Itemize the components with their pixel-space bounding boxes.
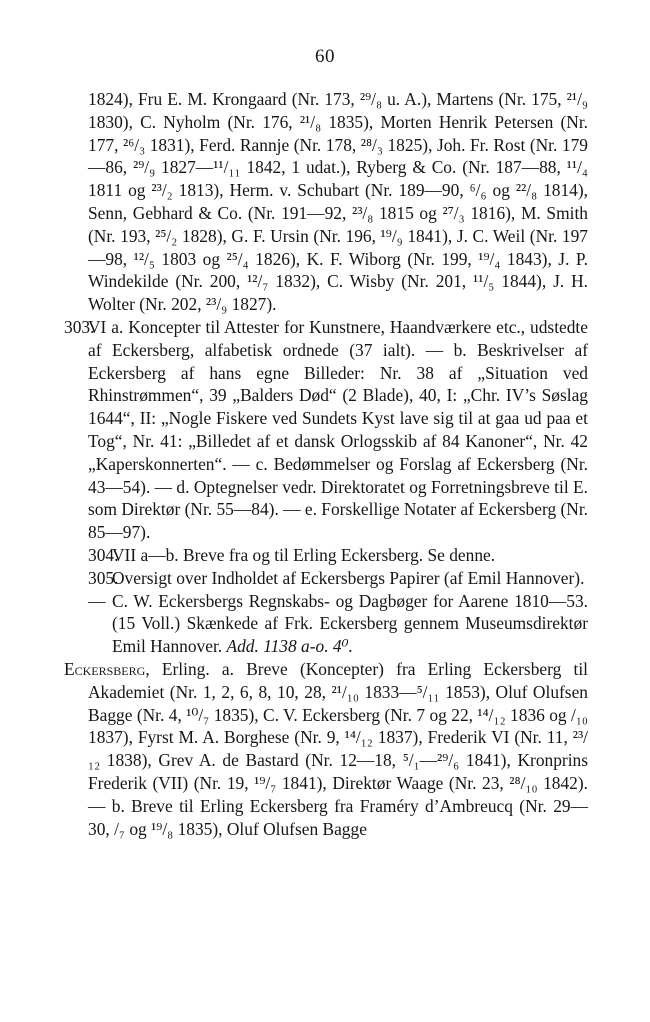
entry-dash-mark: —: [88, 590, 106, 611]
entry-text: VI a. Koncepter til Attester for Kunstnere, Haandværkere etc., udstedte af Eckersberg, alfabetisk ordnede (37 ialt). — b. Beskrivelser af Eckersberg af hans egne Billeder: Nr. 38 af „Situation ved Rhinstrømmen“, 39 „Balders Død“ (2 Blade), 40, I: „Chr. IV’s Søslag 1644“, II: „Nogle Fiskere ved Sundets Kyst lave sig til at gaa ud paa et Tog“, Nr. 41: „Billedet af et dansk Orlogsskib af 84 Kanoner“, Nr. 42 „Kaperskonnerten“. — c. Bedømmelser og Forslag af Eckersberg (Nr. 43—54). — d. Optegnelser vedr. Direktoratet og Forretningsbreve til E. som Direktør (Nr. 55—84). — e. Forskellige Notater af Eckersberg (Nr. 85—97).: [88, 316, 589, 543]
entry-dash: [88, 590, 588, 658]
entry-304: [88, 544, 588, 567]
entry-text: VII a—b. Breve fra og til Erling Eckersberg. Se denne.: [112, 544, 496, 565]
entry-number: 304.: [88, 544, 119, 565]
document-body: [64, 88, 589, 840]
entry-number: 305.: [88, 567, 119, 588]
entry-shelfmark: Add. 1138 a-o. 4⁰.: [226, 636, 353, 657]
entry-text: , Erling. a. Breve (Koncepter) fra Erling Eckersberg til Akademiet (Nr. 1, 2, 6, 8, 10, 28, ²¹/₁₀ 1833—⁵/₁₁ 1853), Oluf Olufsen Bagge (Nr. 4, ¹⁰/₇ 1835), C. V. Eckersberg (Nr. 7 og 22, ¹⁴/₁₂ 1836 og /₁₀ 1837), Fyrst M. A. Borghese (Nr. 9, ¹⁴/₁₂ 1837), Frederik VI (Nr. 11, ²³/₁₂ 1838), Grev A. de Bastard (Nr. 12—18, ⁵/₁—²⁹/₆ 1841), Kronprins Frederik (VII) (Nr. 19, ¹⁹/₇ 1841), Direktør Waage (Nr. 23, ²⁸/₁₀ 1842). — b. Breve til Erling Eckersberg fra Framéry d’Ambreucq (Nr. 29—30, /₇ og ¹⁹/₈ 1835), Oluf Olufsen Bagge: [88, 658, 588, 839]
entry-text: C. W. Eckersbergs Regnskabs- og Dagbøger for Aarene 1810—53. (15 Voll.) Skænkede af Frk. Eckersberg gennem Museumsdirektør Emil Hannover.: [112, 590, 588, 657]
entry-303: [64, 316, 588, 544]
entry-headword: Eckersberg: [64, 658, 146, 679]
entry-text: Oversigt over Indholdet af Eckersbergs Papirer (af Emil Hannover).: [112, 567, 585, 588]
page-number: 60: [315, 46, 335, 67]
entry-erling: [64, 658, 588, 840]
paragraph-text: 1824), Fru E. M. Krongaard (Nr. 173, ²⁹/₈ u. A.), Martens (Nr. 175, ²¹/₉ 1830), C. Nyholm (Nr. 176, ²¹/₈ 1835), Morten Henrik Petersen (Nr. 177, ²⁶/₃ 1831), Ferd. Rannje (Nr. 178, ²⁸/₃ 1825), Joh. Fr. Rost (Nr. 179—86, ²⁹/₉ 1827—¹¹/₁₁ 1842, 1 udat.), Ryberg & Co. (Nr. 187—88, ¹¹/₄ 1811 og ²³/₂ 1813), Herm. v. Schubart (Nr. 189—90, ⁶/₆ og ²²/₈ 1814), Senn, Gebhard & Co. (Nr. 191—92, ²³/₈ 1815 og ²⁷/₃ 1816), M. Smith (Nr. 193, ²⁵/₂ 1828), G. F. Ursin (Nr. 196, ¹⁹/₉ 1841), J. C. Weil (Nr. 197—98, ¹²/₅ 1803 og ²⁵/₄ 1826), K. F. Wiborg (Nr. 199, ¹⁹/₄ 1843), J. P. Windekilde (Nr. 200, ¹²/₇ 1832), C. Wisby (Nr. 201, ¹¹/₅ 1844), J. H. Wolter (Nr. 202, ²³/₉ 1827).: [88, 89, 588, 315]
paragraph-continuation: [88, 88, 588, 316]
entry-305: [88, 567, 588, 590]
entry-number: 303.: [64, 316, 95, 337]
